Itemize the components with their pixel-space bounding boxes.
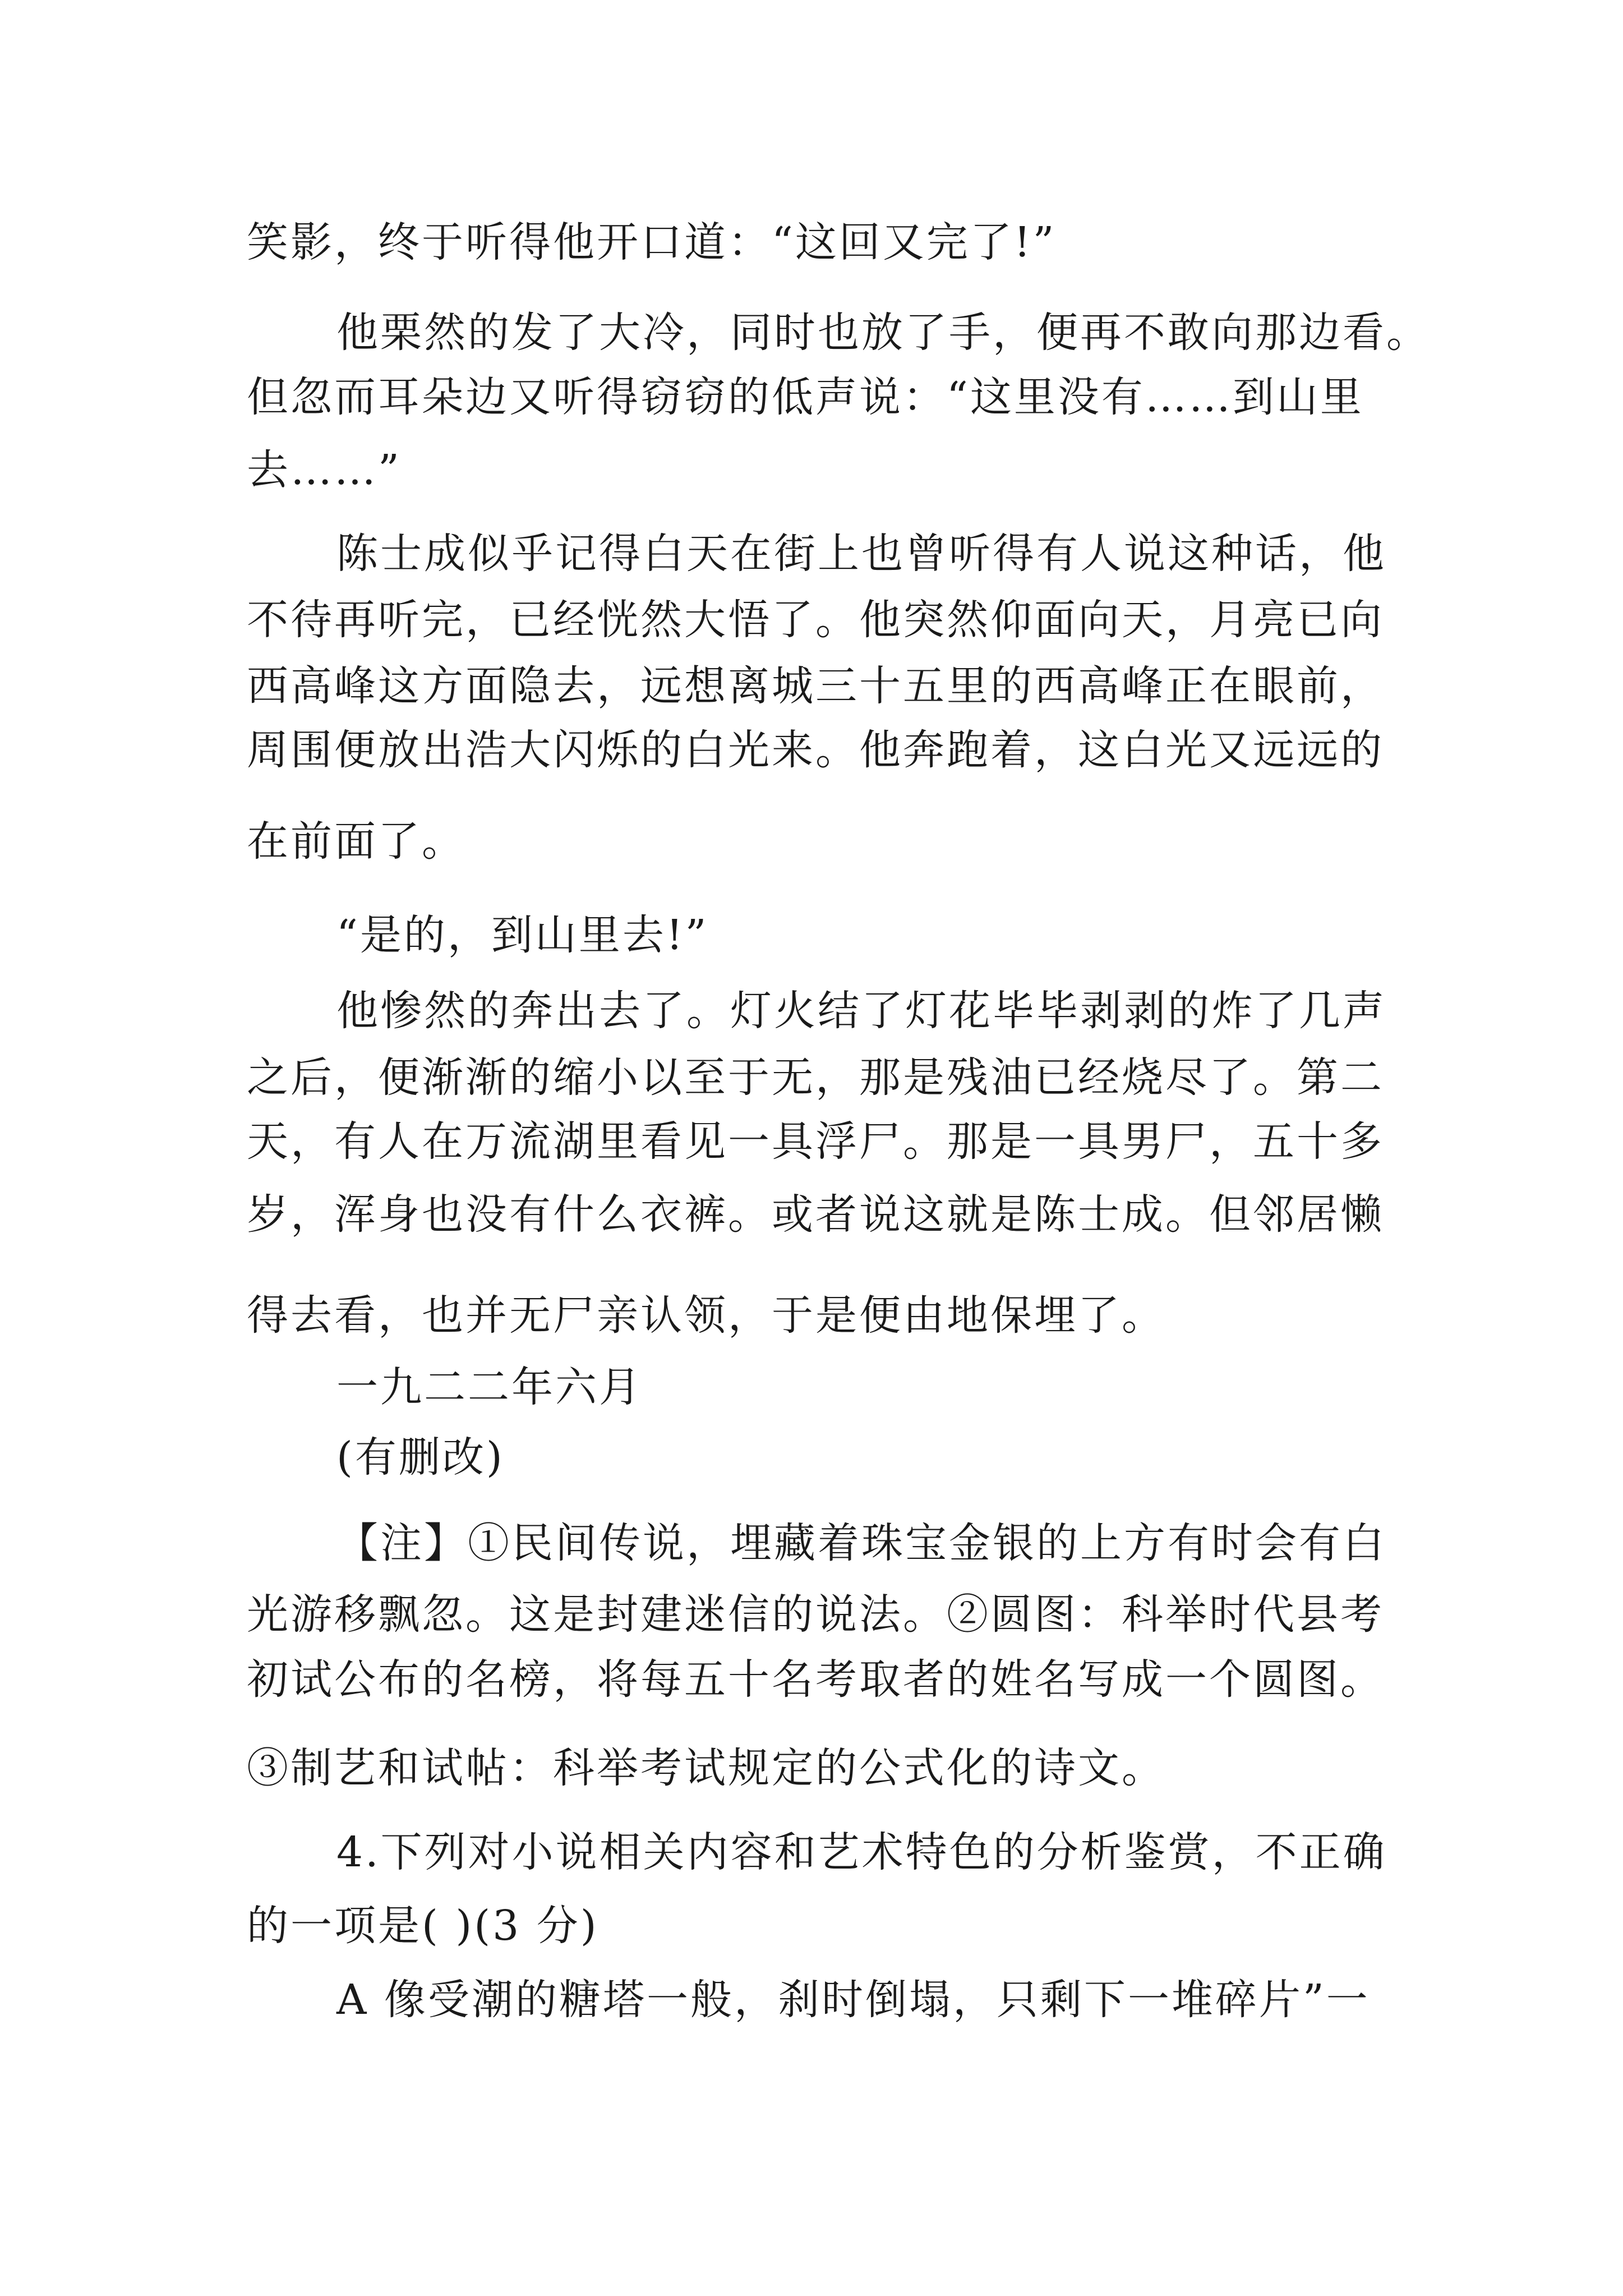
text-line: 之后，便渐渐的缩小以至于无，那是残油已经烧尽了。第二 (247, 1053, 1384, 1102)
text-line: 他栗然的发了大冷，同时也放了手，便再不敢向那边看。 (336, 309, 1430, 357)
footnote-line: 光游移飘忽。这是封建迷信的说法。②圆图：科举时代县考 (247, 1590, 1384, 1639)
answer-option-a: A 像受潮的糖塔一般，刹时倒塌，只剩下一堆碎片”一 (336, 1976, 1370, 2024)
text-line: 但忽而耳朵边又听得窃窃的低声说：“这里没有……到山里 (247, 373, 1364, 421)
footnote-line: 【注】①民间传说，埋藏着珠宝金银的上方有时会有白 (336, 1519, 1386, 1567)
question-stem: 4.下列对小说相关内容和艺术特色的分析鉴赏，不正确 (336, 1828, 1387, 1876)
text-line: 一九二二年六月 (336, 1363, 643, 1411)
text-line: 西高峰这方面隐去，远想离城三十五里的西高峰正在眼前， (247, 662, 1384, 710)
question-stem: 的一项是( )(3 分) (247, 1902, 599, 1950)
footnote-line: 初试公布的名榜，将每五十名考取者的姓名写成一个圆图。 (247, 1655, 1384, 1704)
text-line: 陈士成似乎记得白天在街上也曾听得有人说这种话，他 (336, 530, 1386, 578)
text-line: 岁，浑身也没有什么衣裤。或者说这就是陈士成。但邻居懒 (247, 1190, 1384, 1239)
text-line: 不待再听完，已经恍然大悟了。他突然仰面向天，月亮已向 (247, 596, 1384, 644)
text-line: 他惨然的奔出去了。灯火结了灯花毕毕剥剥的炸了几声 (336, 987, 1386, 1035)
text-line: “是的，到山里去!” (336, 911, 709, 959)
text-line: 周围便放出浩大闪烁的白光来。他奔跑着，这白光又远远的 (247, 726, 1384, 774)
text-line: 去……” (247, 446, 402, 494)
footnote-line: ③制艺和试帖：科举考试规定的公式化的诗文。 (247, 1744, 1165, 1792)
text-line: 在前面了。 (247, 817, 465, 866)
text-line: 天，有人在万流湖里看见一具浮尸。那是一具男尸，五十多 (247, 1117, 1384, 1166)
text-line: 笑影，终于听得他开口道：“这回又完了!” (247, 218, 1057, 266)
text-line: (有删改) (336, 1433, 505, 1481)
text-line: 得去看，也并无尸亲认领，于是便由地保埋了。 (247, 1291, 1165, 1340)
